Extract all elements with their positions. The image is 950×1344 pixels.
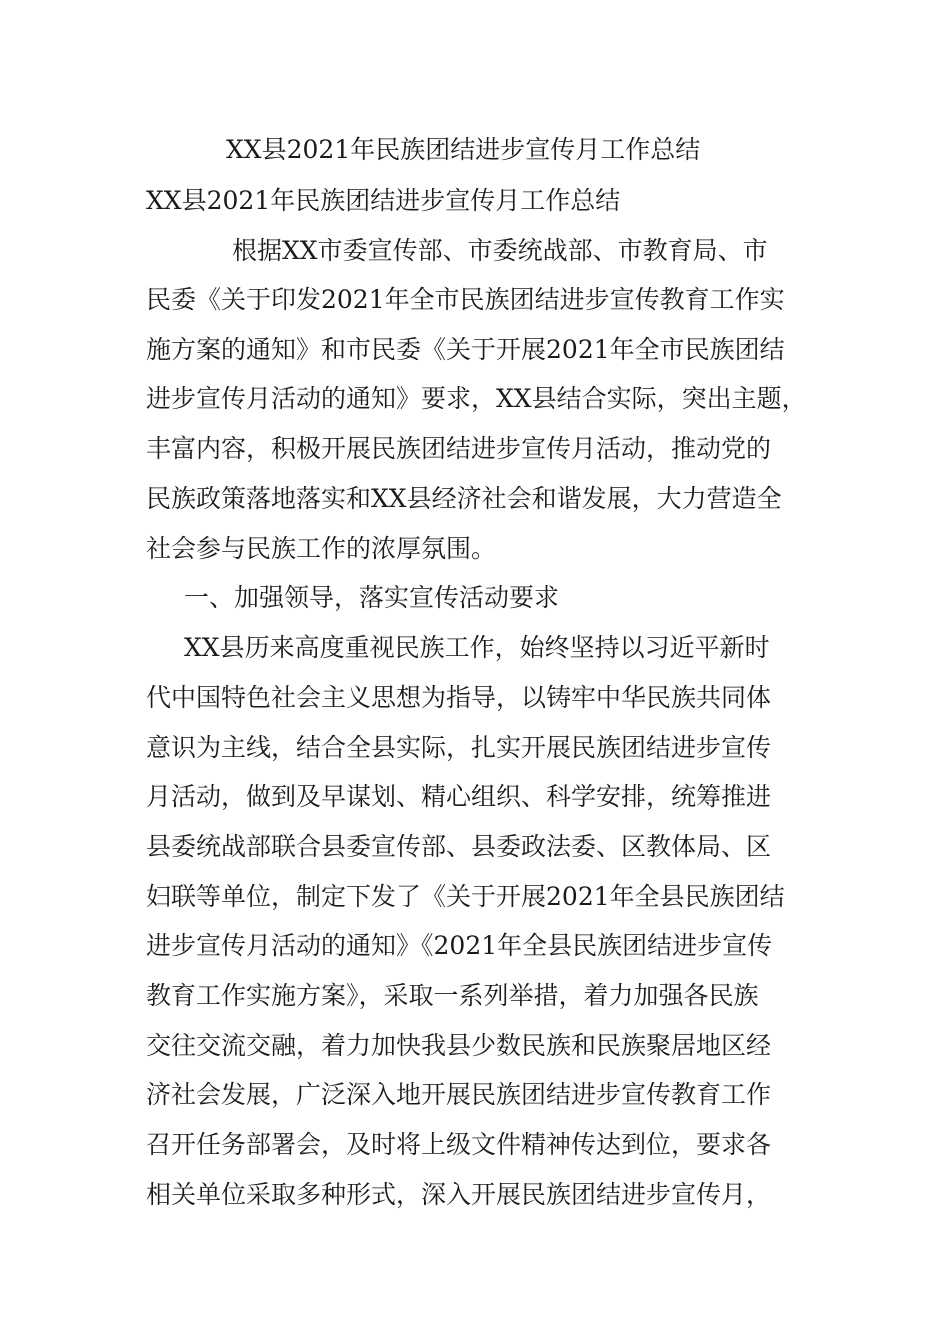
paragraph-line: 县委统战部联合县委宣传部、县委政法委、区教体局、区 — [146, 832, 772, 861]
paragraph-line: XX县历来高度重视民族工作，始终坚持以习近平新时 — [184, 633, 770, 662]
paragraph-line: 丰富内容，积极开展民族团结进步宣传月活动，推动党的 — [146, 434, 772, 463]
document-title: XX县2021年民族团结进步宣传月工作总结 — [226, 135, 701, 164]
paragraph-line: 施方案的通知》和市民委《关于开展2021年全市民族团结 — [146, 335, 785, 364]
paragraph-line: 济社会发展，广泛深入地开展民族团结进步宣传教育工作 — [146, 1080, 772, 1109]
paragraph-line: 交往交流交融，着力加快我县少数民族和民族聚居地区经 — [146, 1031, 772, 1060]
paragraph-line: 根据XX市委宣传部、市委统战部、市教育局、市 — [232, 236, 768, 265]
paragraph-line: 相关单位采取多种形式，深入开展民族团结进步宣传月， — [146, 1180, 772, 1209]
paragraph-line: 妇联等单位，制定下发了《关于开展2021年全县民族团结 — [146, 882, 785, 911]
paragraph-line: 教育工作实施方案》，采取一系列举措，着力加强各民族 — [146, 981, 759, 1010]
paragraph-line: 社会参与民族工作的浓厚氛围。 — [146, 534, 497, 563]
paragraph-line: 民族政策落地落实和XX县经济社会和谐发展，大力营造全 — [146, 484, 782, 513]
paragraph-line: 进步宣传月活动的通知》要求，XX县结合实际，突出主题， — [146, 384, 807, 413]
paragraph-line: 民委《关于印发2021年全市民族团结进步宣传教育工作实 — [146, 285, 785, 314]
paragraph-line: 意识为主线，结合全县实际，扎实开展民族团结进步宣传 — [146, 733, 772, 762]
section-heading: 一、加强领导，落实宣传活动要求 — [184, 583, 560, 612]
paragraph-line: 召开任务部署会，及时将上级文件精神传达到位，要求各 — [146, 1130, 772, 1159]
paragraph-line: 进步宣传月活动的通知》《2021年全县民族团结进步宣传 — [146, 931, 773, 960]
paragraph-line: 代中国特色社会主义思想为指导，以铸牢中华民族共同体 — [146, 683, 772, 712]
document-subtitle: XX县2021年民族团结进步宣传月工作总结 — [146, 186, 621, 215]
paragraph-line: 月活动，做到及早谋划、精心组织、科学安排，统筹推进 — [146, 782, 772, 811]
